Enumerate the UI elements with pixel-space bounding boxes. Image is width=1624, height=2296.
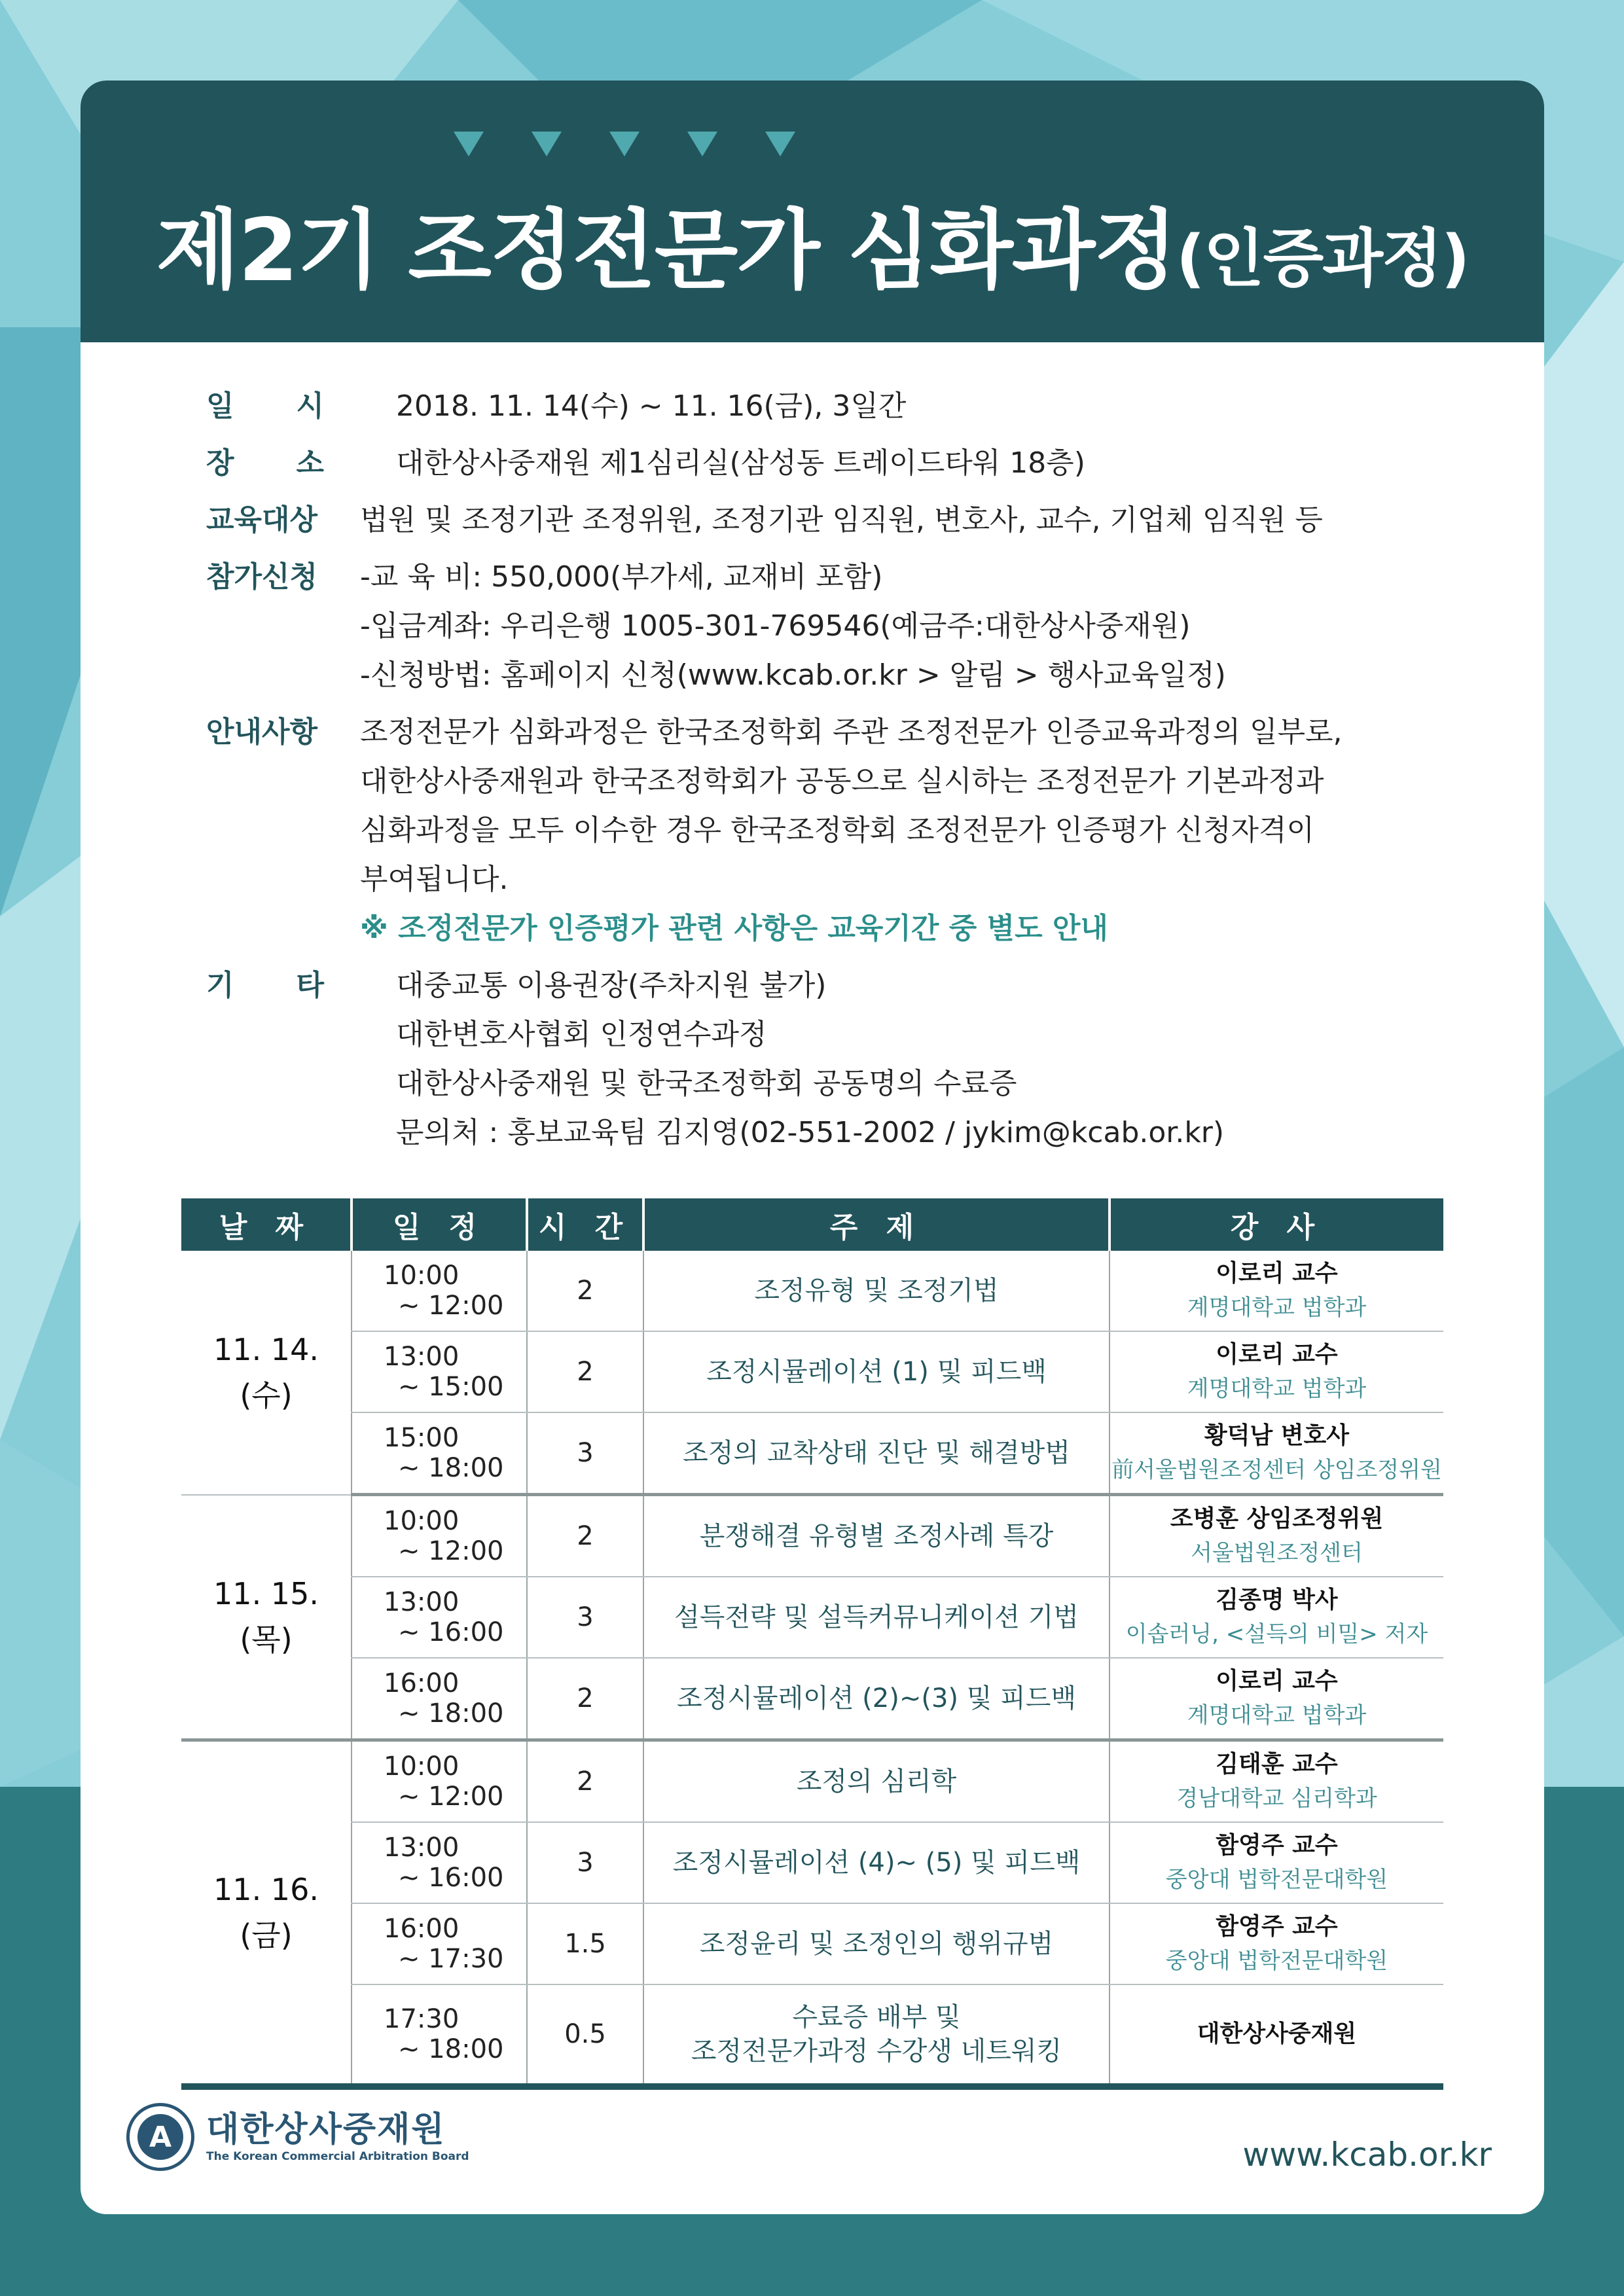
time-cell: 17:30 ~ 18:00 <box>352 1984 527 2087</box>
info-row-etc <box>206 961 1483 1157</box>
lecturer-cell: 김태훈 교수 경남대학교 심리학과 <box>1110 1740 1443 1823</box>
table-row <box>181 1903 1443 1984</box>
lecturer-cell: 함영주 교수 중앙대 법학전문대학원 <box>1110 1822 1443 1903</box>
day-cell: 11. 16. (금) <box>181 1740 352 2087</box>
info-row-notice <box>206 708 1483 953</box>
lecturer-cell: 황덕남 변호사 前서울법원조정센터 상임조정위원 <box>1110 1412 1443 1495</box>
info-value-date: 2018. 11. 14(수) ~ 11. 16(금), 3일간 <box>396 389 907 423</box>
topic-cell: 조정유형 및 조정기법 <box>643 1251 1110 1331</box>
title-banner <box>81 81 1544 342</box>
topic-cell: 조정시뮬레이션 (2)~(3) 및 피드백 <box>643 1658 1110 1740</box>
info-value-target: 법원 및 조정기관 조정위원, 조정기관 임직원, 변호사, 교수, 기업체 임직원 등 <box>360 503 1323 537</box>
day-cell: 11. 14. (수) <box>181 1251 352 1495</box>
lecturer-cell: 이로리 교수 계명대학교 법학과 <box>1110 1331 1443 1412</box>
day-cell: 11. 15. (목) <box>181 1495 352 1740</box>
lecturer-cell: 김종명 박사 이솝러닝, <설득의 비밀> 저자 <box>1110 1577 1443 1658</box>
table-row <box>181 1412 1443 1495</box>
info-value-apply: -교 육 비: 550,000(부가세, 교재비 포함) -입금계좌: 우리은행 1005-301-769546(예금주:대한상사중재원) -신청방법: 홈페이지 신청(www.kcab.or.kr > 알림 > 행사교육일정) <box>360 560 1226 692</box>
notice-highlight: ※ 조정전문가 인증평가 관련 사항은 교육기간 중 별도 안내 <box>360 912 1108 945</box>
info-row-place <box>206 439 1483 488</box>
topic-cell: 조정의 심리학 <box>643 1740 1110 1823</box>
info-row-apply <box>206 552 1483 700</box>
time-cell: 16:00 ~ 17:30 <box>352 1903 527 1984</box>
topic-cell: 조정의 교착상태 진단 및 해결방법 <box>643 1412 1110 1495</box>
table-row <box>181 1251 1443 1331</box>
lecturer-cell: 대한상사중재원 <box>1110 1984 1443 2087</box>
topic-cell: 조정시뮬레이션 (1) 및 피드백 <box>643 1331 1110 1412</box>
lecturer-cell: 함영주 교수 중앙대 법학전문대학원 <box>1110 1903 1443 1984</box>
time-cell: 10:00 ~ 12:00 <box>352 1495 527 1577</box>
page-title: 제2기 조정전문가 심화과정(인증과정) <box>156 200 1469 301</box>
info-value-notice: 조정전문가 심화과정은 한국조정학회 주관 조정전문가 인증교육과정의 일부로, 대한상사중재원과 한국조정학회가 공동으로 실시하는 조정전문가 기본과정과 심화과정을 모두 이수한 경우 한국조정학회 조정전문가 인증평가 신청자격이 부여됩니다. ※ 조정전문가 인증평가 관련 사항은 교육기간 중 별도 안내 <box>360 708 1343 953</box>
kcab-logo <box>126 2103 469 2171</box>
schedule-header-row <box>181 1198 1443 1251</box>
triangle-icon <box>765 132 795 156</box>
page-title-sub: (인증과정) <box>1176 222 1469 295</box>
hours-cell: 2 <box>527 1658 643 1740</box>
hours-cell: 2 <box>527 1331 643 1412</box>
time-cell: 13:00 ~ 16:00 <box>352 1577 527 1658</box>
topic-cell: 조정윤리 및 조정인의 행위규범 <box>643 1903 1110 1984</box>
triangle-icon <box>609 132 640 156</box>
info-value-etc: 대중교통 이용권장(주차지원 불가) 대한변호사협회 인정연수과정 대한상사중재원 및 한국조정학회 공동명의 수료증 문의처 : 홍보교육팀 김지영(02-551-2002 / jykim@kcab.or.kr) <box>396 969 1225 1149</box>
lecturer-cell: 조병훈 상임조정위원 서울법원조정센터 <box>1110 1495 1443 1577</box>
table-row <box>181 1577 1443 1658</box>
info-row-date <box>206 382 1483 431</box>
triangle-icon <box>687 132 717 156</box>
topic-cell: 설득전략 및 설득커뮤니케이션 기법 <box>643 1577 1110 1658</box>
lecturer-cell: 이로리 교수 계명대학교 법학과 <box>1110 1251 1443 1331</box>
hours-cell: 3 <box>527 1577 643 1658</box>
time-cell: 10:00 ~ 12:00 <box>352 1251 527 1331</box>
logo-emblem-icon: A <box>126 2103 194 2171</box>
logo-org-name: 대한상사중재원 <box>206 2110 446 2149</box>
schedule-table <box>181 1198 1443 2090</box>
info-label-target: 교육대상 <box>206 503 318 537</box>
time-cell: 10:00 ~ 12:00 <box>352 1740 527 1823</box>
info-value-place: 대한상사중재원 제1심리실(삼성동 트레이드타워 18층) <box>396 446 1085 480</box>
topic-cell: 분쟁해결 유형별 조정사례 특강 <box>643 1495 1110 1577</box>
info-section <box>206 382 1483 1157</box>
info-label-etc: 기 타 <box>206 969 324 1002</box>
hours-cell: 3 <box>527 1412 643 1495</box>
table-row <box>181 1658 1443 1740</box>
table-row <box>181 1822 1443 1903</box>
time-cell: 16:00 ~ 18:00 <box>352 1658 527 1740</box>
website-link[interactable]: www.kcab.or.kr <box>1242 2136 1492 2174</box>
col-header-date: 날 짜 <box>181 1198 352 1251</box>
topic-cell: 조정시뮬레이션 (4)~ (5) 및 피드백 <box>643 1822 1110 1903</box>
hours-cell: 2 <box>527 1251 643 1331</box>
logo-org-name-en: The Korean Commercial Arbitration Board <box>206 2150 469 2163</box>
info-label-place: 장 소 <box>206 446 324 480</box>
info-label-date: 일 시 <box>206 389 324 423</box>
info-row-target <box>206 495 1483 545</box>
poster-card <box>81 81 1544 2214</box>
lecturer-cell: 이로리 교수 계명대학교 법학과 <box>1110 1658 1443 1740</box>
time-cell: 13:00 ~ 15:00 <box>352 1331 527 1412</box>
col-header-lecturer: 강 사 <box>1110 1198 1443 1251</box>
hours-cell: 3 <box>527 1822 643 1903</box>
decorative-triangles <box>454 132 795 156</box>
topic-cell: 수료증 배부 및 조정전문가과정 수강생 네트워킹 <box>643 1984 1110 2087</box>
table-row <box>181 1331 1443 1412</box>
triangle-icon <box>532 132 562 156</box>
table-row <box>181 1495 1443 1577</box>
triangle-icon <box>454 132 484 156</box>
hours-cell: 2 <box>527 1495 643 1577</box>
table-row <box>181 1984 1443 2087</box>
info-label-apply: 참가신청 <box>206 560 318 594</box>
table-row <box>181 1740 1443 1823</box>
hours-cell: 0.5 <box>527 1984 643 2087</box>
info-label-notice: 안내사항 <box>206 715 318 749</box>
col-header-topic: 주 제 <box>643 1198 1110 1251</box>
hours-cell: 2 <box>527 1740 643 1823</box>
col-header-time: 일 정 <box>352 1198 527 1251</box>
hours-cell: 1.5 <box>527 1903 643 1984</box>
col-header-hours: 시 간 <box>527 1198 643 1251</box>
time-cell: 15:00 ~ 18:00 <box>352 1412 527 1495</box>
time-cell: 13:00 ~ 16:00 <box>352 1822 527 1903</box>
